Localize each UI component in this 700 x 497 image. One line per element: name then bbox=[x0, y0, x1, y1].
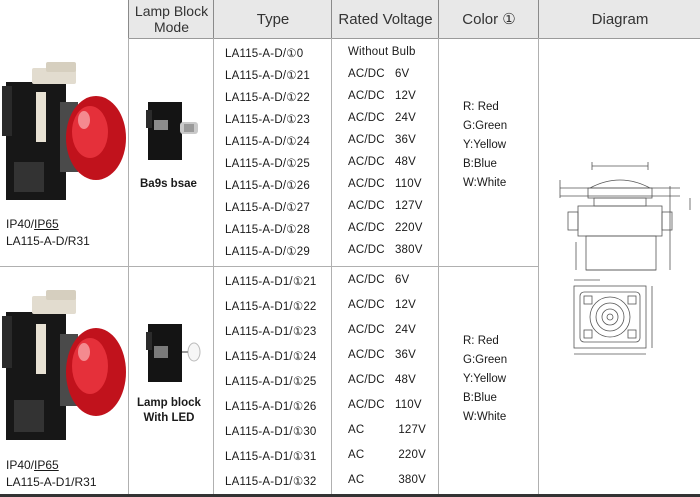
indicator-light-photo bbox=[2, 62, 126, 217]
voltage-cell: AC 380V bbox=[348, 474, 426, 486]
voltage-cell: AC/DC 48V bbox=[348, 156, 417, 168]
voltage-cell: AC 220V bbox=[348, 449, 426, 461]
voltage-cell: AC/DC 48V bbox=[348, 374, 417, 386]
lamp-block-photo bbox=[144, 100, 202, 169]
voltage-cell: AC/DC 110V bbox=[348, 399, 422, 411]
voltage-cell: AC/DC 12V bbox=[348, 90, 417, 102]
voltage-cell: Without Bulb bbox=[348, 46, 416, 58]
model-number-1: LA115-A-D/R31 bbox=[6, 234, 90, 248]
color-list-1: R: Red G:Green Y:Yellow B:Blue W:White bbox=[463, 101, 508, 189]
type-cell: LA115-A-D/①25 bbox=[225, 158, 310, 170]
voltage-cell: AC/DC 24V bbox=[348, 324, 417, 336]
header-lamp-block-mode: Lamp Block Mode bbox=[128, 0, 214, 38]
header-type: Type bbox=[213, 0, 332, 38]
type-cell: LA115-A-D/①27 bbox=[225, 202, 310, 214]
lamp-caption-1: Ba9s bsae bbox=[140, 178, 197, 190]
voltage-cell: AC/DC 36V bbox=[348, 134, 417, 146]
type-cell: LA115-A-D1/①23 bbox=[225, 326, 317, 338]
voltage-cell: AC/DC 127V bbox=[348, 200, 423, 212]
type-cell: LA115-A-D1/①30 bbox=[225, 426, 317, 438]
color-list-2: R: Red G:Green Y:Yellow B:Blue W:White bbox=[463, 335, 508, 423]
model-label-2: IP40/IP65 bbox=[6, 458, 59, 472]
type-cell: LA115-A-D/①0 bbox=[225, 48, 304, 60]
type-cell: LA115-A-D/①24 bbox=[225, 136, 310, 148]
type-cell: LA115-A-D1/①24 bbox=[225, 351, 317, 363]
type-cell: LA115-A-D/①23 bbox=[225, 114, 310, 126]
voltage-cell: AC/DC 36V bbox=[348, 349, 417, 361]
type-cell: LA115-A-D1/①26 bbox=[225, 401, 317, 413]
voltage-cell: AC 127V bbox=[348, 424, 426, 436]
type-cell: LA115-A-D/①28 bbox=[225, 224, 310, 236]
header-rated-voltage: Rated Voltage bbox=[331, 0, 439, 38]
voltage-cell: AC/DC 380V bbox=[348, 244, 423, 256]
voltage-cell: AC/DC 6V bbox=[348, 274, 410, 286]
model-label-1: IP40/IP65 bbox=[6, 217, 59, 231]
type-cell: LA115-A-D1/①25 bbox=[225, 376, 317, 388]
voltage-cell: AC/DC 12V bbox=[348, 299, 417, 311]
voltage-cell: AC/DC 220V bbox=[348, 222, 423, 234]
model-number-2: LA115-A-D1/R31 bbox=[6, 475, 97, 489]
type-cell: LA115-A-D/①22 bbox=[225, 92, 310, 104]
type-cell: LA115-A-D1/①31 bbox=[225, 451, 317, 463]
indicator-light-photo bbox=[2, 290, 126, 455]
lamp-block-photo bbox=[144, 322, 206, 391]
header-color: Color ① bbox=[438, 0, 539, 38]
type-cell: LA115-A-D1/①21 bbox=[225, 276, 317, 288]
voltage-cell: AC/DC 6V bbox=[348, 68, 410, 80]
type-cell: LA115-A-D/①21 bbox=[225, 70, 310, 82]
voltage-cell: AC/DC 24V bbox=[348, 112, 417, 124]
type-cell: LA115-A-D/①26 bbox=[225, 180, 310, 192]
lamp-caption-2: Lamp block With LED bbox=[137, 397, 201, 424]
voltage-cell: AC/DC 110V bbox=[348, 178, 422, 190]
table-header bbox=[128, 0, 700, 39]
header-diagram: Diagram bbox=[538, 0, 700, 38]
type-cell: LA115-A-D1/①32 bbox=[225, 476, 317, 488]
type-cell: LA115-A-D1/①22 bbox=[225, 301, 317, 313]
type-cell: LA115-A-D/①29 bbox=[225, 246, 310, 258]
dimension-diagram bbox=[540, 150, 700, 365]
